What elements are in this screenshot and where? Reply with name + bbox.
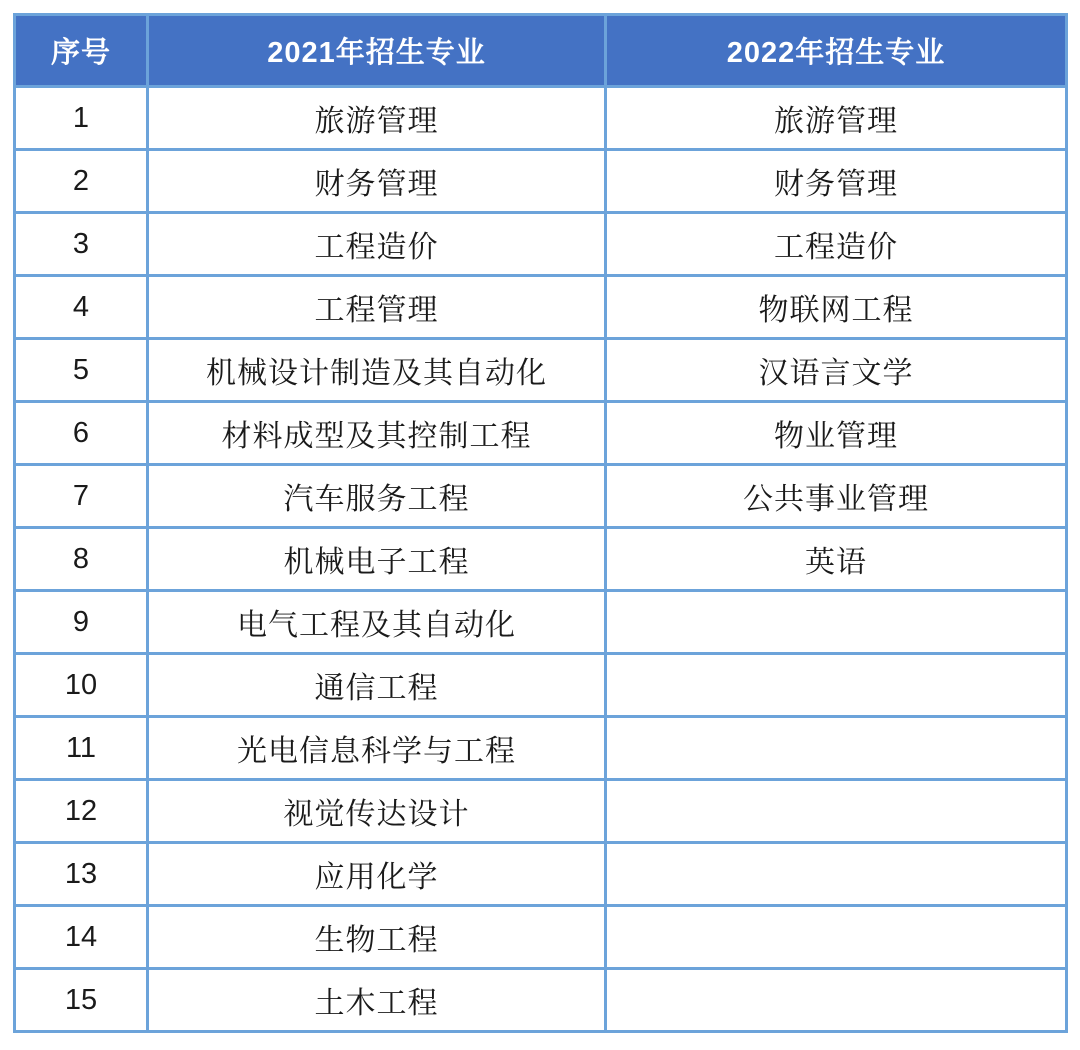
major-2021-cell: 机械电子工程 (148, 528, 606, 591)
major-2022-cell (606, 906, 1067, 969)
row-number-cell: 1 (15, 87, 148, 150)
row-number-cell: 6 (15, 402, 148, 465)
row-number-cell: 7 (15, 465, 148, 528)
table-row (15, 843, 1067, 906)
table-row (15, 339, 1067, 402)
row-number-cell: 4 (15, 276, 148, 339)
major-2021-cell: 应用化学 (148, 843, 606, 906)
major-2021-cell: 材料成型及其控制工程 (148, 402, 606, 465)
row-number-cell: 3 (15, 213, 148, 276)
table-row (15, 87, 1067, 150)
header-col-2022: 2022年招生专业 (606, 15, 1067, 87)
major-2022-cell (606, 969, 1067, 1032)
major-2022-cell: 财务管理 (606, 150, 1067, 213)
header-row (15, 15, 1067, 87)
major-2021-cell: 视觉传达设计 (148, 780, 606, 843)
table-row (15, 906, 1067, 969)
header-col-no: 序号 (15, 15, 148, 87)
major-2022-cell: 汉语言文学 (606, 339, 1067, 402)
table-row (15, 591, 1067, 654)
major-2021-cell: 电气工程及其自动化 (148, 591, 606, 654)
major-2022-cell (606, 654, 1067, 717)
table-row (15, 465, 1067, 528)
table-row (15, 654, 1067, 717)
row-number-cell: 13 (15, 843, 148, 906)
major-2021-cell: 旅游管理 (148, 87, 606, 150)
major-2021-cell: 财务管理 (148, 150, 606, 213)
enrollment-majors-table-container (13, 13, 1065, 1033)
major-2021-cell: 光电信息科学与工程 (148, 717, 606, 780)
major-2022-cell (606, 717, 1067, 780)
major-2021-cell: 工程造价 (148, 213, 606, 276)
header-col-2021: 2021年招生专业 (148, 15, 606, 87)
row-number-cell: 14 (15, 906, 148, 969)
major-2022-cell (606, 843, 1067, 906)
major-2022-cell: 物业管理 (606, 402, 1067, 465)
row-number-cell: 2 (15, 150, 148, 213)
major-2021-cell: 生物工程 (148, 906, 606, 969)
major-2022-cell: 物联网工程 (606, 276, 1067, 339)
row-number-cell: 15 (15, 969, 148, 1032)
table-row (15, 402, 1067, 465)
major-2022-cell: 公共事业管理 (606, 465, 1067, 528)
table-row (15, 717, 1067, 780)
major-2022-cell: 工程造价 (606, 213, 1067, 276)
table-row (15, 150, 1067, 213)
row-number-cell: 5 (15, 339, 148, 402)
enrollment-majors-table (13, 13, 1068, 1033)
table-row (15, 213, 1067, 276)
table-row (15, 276, 1067, 339)
table-row (15, 780, 1067, 843)
table-row (15, 528, 1067, 591)
row-number-cell: 12 (15, 780, 148, 843)
row-number-cell: 8 (15, 528, 148, 591)
major-2022-cell (606, 780, 1067, 843)
major-2021-cell: 机械设计制造及其自动化 (148, 339, 606, 402)
major-2022-cell: 英语 (606, 528, 1067, 591)
major-2022-cell (606, 591, 1067, 654)
row-number-cell: 11 (15, 717, 148, 780)
table-row (15, 969, 1067, 1032)
major-2021-cell: 通信工程 (148, 654, 606, 717)
row-number-cell: 10 (15, 654, 148, 717)
row-number-cell: 9 (15, 591, 148, 654)
major-2021-cell: 土木工程 (148, 969, 606, 1032)
major-2022-cell: 旅游管理 (606, 87, 1067, 150)
major-2021-cell: 汽车服务工程 (148, 465, 606, 528)
major-2021-cell: 工程管理 (148, 276, 606, 339)
